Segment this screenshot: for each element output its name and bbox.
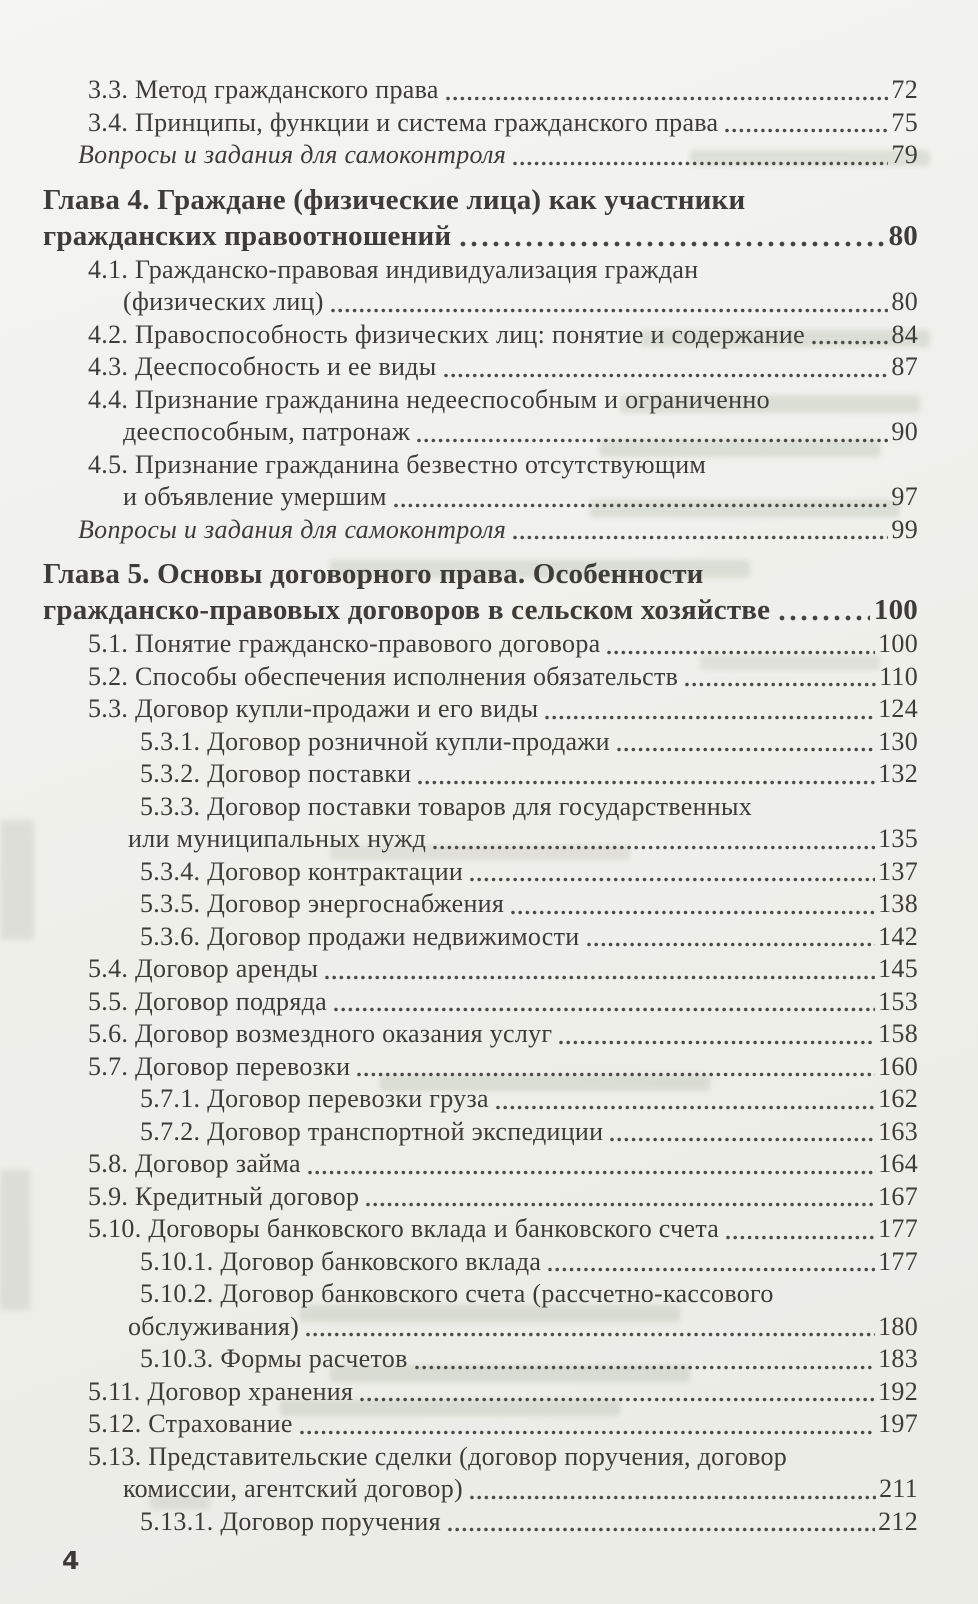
toc-entry: [140, 758, 918, 791]
toc-entry-line: [78, 139, 918, 172]
toc-entry-line: [140, 791, 918, 824]
dot-leader: [469, 876, 875, 883]
toc-entry-title: 5.3. Договор купли-продажи и его виды: [88, 694, 539, 723]
toc-entry-line: [140, 758, 918, 791]
toc-entry-page-number: 100: [873, 594, 918, 626]
dot-leader: [778, 614, 870, 622]
toc-entry-title: 5.2. Способы обеспечения исполнения обязательств: [88, 661, 679, 691]
toc-entry: [88, 74, 918, 107]
toc-entry-line: [88, 107, 918, 140]
toc-entry: [88, 384, 918, 449]
toc-entry-title: 5.3.6. Договор продажи недвижимости: [140, 921, 580, 951]
dot-leader: [305, 1331, 875, 1338]
toc-entry-line: [43, 218, 918, 254]
toc-entry-line: [88, 953, 918, 986]
toc-entry-line: [88, 74, 918, 107]
toc-entry-line: [140, 726, 918, 759]
dot-leader: [365, 1201, 875, 1208]
toc-entry-title: 5.3.5. Договор энергоснабжения: [140, 889, 505, 918]
toc-entry-line: [88, 661, 918, 694]
toc-entry: [88, 953, 918, 986]
toc-entry: [88, 693, 918, 726]
dot-leader: [724, 127, 888, 134]
toc-entry-page-number: 110: [879, 661, 918, 691]
toc-entry-title: 5.6. Договор возмездного оказания услуг: [88, 1019, 553, 1048]
toc-entry-page-number: 80: [891, 287, 918, 316]
dot-leader: [447, 1526, 875, 1533]
toc-entry-line: [140, 888, 918, 921]
toc-entry: [78, 514, 918, 547]
toc-entry-title: 5.4. Договор аренды: [88, 954, 319, 983]
dot-leader: [443, 372, 889, 379]
dot-leader: [299, 1429, 875, 1436]
toc-entry-page-number: 138: [878, 889, 918, 918]
toc-entry-page-number: 211: [879, 1474, 918, 1503]
toc-entry-title: гражданских правоотношений: [43, 219, 452, 252]
dot-leader: [606, 649, 875, 656]
toc-entry-title: (физических лиц): [123, 287, 324, 316]
toc-entry-page-number: 100: [878, 629, 918, 658]
toc-entry-line: [88, 319, 918, 352]
toc-entry-line: [88, 351, 918, 384]
toc-entry: [88, 1051, 918, 1084]
toc-entry-line: [78, 514, 918, 547]
toc-entry: [88, 628, 918, 661]
toc-entry-line: [88, 449, 918, 482]
toc-entry-page-number: 135: [878, 824, 918, 853]
toc-entry: [140, 888, 918, 921]
dot-leader: [432, 844, 875, 851]
toc-entry-title: 5.9. Кредитный договор: [88, 1181, 360, 1211]
dot-leader: [459, 240, 884, 248]
toc-entry: [140, 1343, 918, 1376]
dot-leader: [416, 437, 888, 444]
toc-entry-title: 5.12. Страхование: [88, 1409, 293, 1438]
toc-entry-title: 5.13.1. Договор поручения: [140, 1506, 441, 1536]
dot-leader: [324, 974, 875, 981]
toc-entry-page-number: 145: [878, 954, 918, 983]
toc-entry-page-number: 132: [878, 759, 918, 788]
toc-entry-line: [128, 823, 918, 856]
dot-leader: [544, 714, 875, 721]
dot-leader: [725, 1234, 875, 1241]
dot-leader: [393, 502, 889, 509]
toc-entry-line: [43, 182, 918, 218]
dot-leader: [547, 1266, 875, 1273]
dot-leader: [330, 307, 889, 314]
toc-entry-title: 5.8. Договор займа: [88, 1149, 301, 1178]
toc-entry-title: Глава 4. Граждане (физические лица) как участники: [43, 183, 746, 216]
toc-entry-title: 3.3. Метод гражданского права: [88, 75, 439, 104]
dot-leader: [414, 1364, 875, 1371]
toc-entry-line: [88, 1473, 918, 1506]
toc-entry-line: [140, 1083, 918, 1116]
toc-entry-line: [88, 1408, 918, 1441]
toc-entry: [140, 1506, 918, 1539]
toc-entry-line: [88, 416, 918, 449]
toc-entry-title: 5.10.3. Формы расчетов: [140, 1344, 408, 1373]
toc-entry-title: гражданско-правовых договоров в сельском хозяйстве: [43, 594, 771, 626]
toc-entry-line: [128, 1311, 918, 1344]
toc-entry-title: 3.4. Принципы, функции и система гражданского права: [88, 107, 719, 137]
toc-entry: [78, 139, 918, 172]
toc-entry-line: [43, 592, 918, 628]
dot-leader: [495, 1104, 875, 1111]
dot-leader: [616, 746, 875, 753]
toc-entry-page-number: 197: [878, 1409, 918, 1438]
toc-entry-page-number: 75: [891, 107, 918, 137]
toc-entry-page-number: 177: [878, 1214, 918, 1243]
toc-entry-title: 4.1. Гражданско-правовая индивидуализация граждан: [88, 254, 699, 284]
toc-entry-page-number: 162: [878, 1084, 918, 1113]
toc-entry-title: 5.3.3. Договор поставки товаров для государственных: [140, 791, 753, 821]
toc-entry-line: [88, 693, 918, 726]
toc-entry-title: и объявление умершим: [123, 482, 387, 511]
toc-entry: [88, 1148, 918, 1181]
toc-entry: [88, 1408, 918, 1441]
toc-entry-title: 5.10.1. Договор банковского вклада: [140, 1246, 542, 1276]
toc-entry: [88, 1441, 918, 1506]
toc-entry: [88, 1376, 918, 1409]
toc-entry-line: [88, 254, 918, 287]
toc-entry-page-number: 142: [878, 921, 918, 951]
toc-entry-title: 5.7. Договор перевозки: [88, 1051, 351, 1081]
toc-entry-page-number: 130: [878, 726, 918, 756]
toc-entry: [140, 856, 918, 889]
toc-entry-line: [88, 1213, 918, 1246]
toc-entry-line: [140, 1116, 918, 1149]
toc-entry-line: [88, 481, 918, 514]
toc-entry-line: [88, 384, 918, 417]
toc-entry-title: Вопросы и задания для самоконтроля: [78, 514, 507, 544]
toc-entry-line: [88, 628, 918, 661]
toc-entry-page-number: 160: [878, 1051, 918, 1081]
toc-entry-title: 5.7.2. Договор транспортной экспедиции: [140, 1116, 604, 1146]
toc-entry-page-number: 163: [878, 1116, 918, 1146]
toc-entry-page-number: 177: [878, 1246, 918, 1276]
toc-entry-line: [88, 1148, 918, 1181]
dot-leader: [586, 941, 876, 948]
toc-entry-page-number: 192: [878, 1376, 918, 1406]
toc-entry-line: [140, 856, 918, 889]
page-number-folio: 4: [62, 1546, 80, 1575]
toc-entry-title: 4.5. Признание гражданина безвестно отсутствующим: [88, 449, 707, 479]
toc-entry-title: обслуживания): [128, 1311, 300, 1341]
toc-entry-page-number: 124: [878, 694, 918, 723]
toc-entry-page-number: 167: [878, 1181, 918, 1211]
toc-entry-page-number: 80: [888, 219, 918, 252]
toc-entry: [140, 1116, 918, 1149]
toc-entry: [88, 319, 918, 352]
toc-entry-line: [140, 1506, 918, 1539]
toc-entry-page-number: 97: [891, 482, 918, 511]
dot-leader: [684, 681, 876, 688]
toc-entry: [88, 107, 918, 140]
toc-entry-title: 4.4. Признание гражданина недееспособным и ограниченно: [88, 384, 770, 414]
toc-entry-page-number: 87: [891, 352, 918, 381]
toc-chapter-entry: [43, 556, 918, 628]
toc-entry-page-number: 84: [891, 319, 918, 349]
dot-leader: [469, 1494, 876, 1501]
toc-entry-title: Глава 5. Основы договорного права. Особенности: [43, 558, 704, 590]
toc-chapter-entry: [43, 182, 918, 254]
toc-entry-page-number: 90: [891, 417, 918, 446]
toc-entry-title: Вопросы и задания для самоконтроля: [78, 140, 507, 169]
toc-entry-page-number: 79: [891, 140, 918, 169]
dot-leader: [359, 1396, 875, 1403]
toc-entry-line: [140, 921, 918, 954]
toc-entry-title: 5.3.1. Договор розничной купли-продажи: [140, 726, 610, 756]
dot-leader: [609, 1136, 875, 1143]
toc-entry-title: 4.3. Дееспособность и ее виды: [88, 352, 437, 381]
toc-entry-line: [88, 1181, 918, 1214]
toc-entry-title: 5.10. Договоры банковского вклада и банковского счета: [88, 1214, 720, 1243]
toc-entry-page-number: 212: [878, 1506, 918, 1536]
dot-leader: [512, 534, 888, 541]
toc-entry-line: [88, 1018, 918, 1051]
toc-entry-page-number: 164: [878, 1149, 918, 1178]
toc-entry: [88, 449, 918, 514]
dot-leader: [445, 95, 889, 102]
toc-entry: [88, 1181, 918, 1214]
toc-entry: [88, 986, 918, 1019]
toc-entry-title: 5.13. Представительские сделки (договор поручения, договор: [88, 1441, 788, 1471]
toc-entry-line: [140, 1343, 918, 1376]
toc-entry: [128, 1278, 918, 1343]
toc-entry: [88, 661, 918, 694]
toc-entry-title: 5.11. Договор хранения: [88, 1376, 354, 1406]
dot-leader: [333, 1006, 875, 1013]
toc-entry-title: 5.1. Понятие гражданско-правового договора: [88, 629, 601, 658]
toc-entry-line: [88, 286, 918, 319]
toc-entry-page-number: 180: [878, 1311, 918, 1341]
dot-leader: [811, 339, 888, 346]
toc-entry-title: 4.2. Правоспособность физических лиц: понятие и содержание: [88, 319, 805, 349]
toc-entry-title: 5.7.1. Договор перевозки груза: [140, 1084, 489, 1113]
toc-entry-page-number: 158: [878, 1019, 918, 1048]
toc-entry-line: [88, 1376, 918, 1409]
toc-entry-page-number: 153: [878, 986, 918, 1016]
toc-entry-title: 5.3.2. Договор поставки: [140, 759, 412, 788]
toc-entry-page-number: 137: [878, 856, 918, 886]
dot-leader: [558, 1039, 875, 1046]
dot-leader: [417, 779, 875, 786]
toc-entry: [88, 1018, 918, 1051]
toc-entry: [140, 1246, 918, 1279]
toc-entry-page-number: 72: [891, 75, 918, 104]
toc-entry-title: комиссии, агентский договор): [123, 1474, 463, 1503]
dot-leader: [307, 1169, 875, 1176]
toc-entry-title: или муниципальных нужд: [128, 824, 427, 853]
toc-entry-line: [140, 1246, 918, 1279]
toc-entry-page-number: 183: [878, 1344, 918, 1373]
toc-entry: [88, 351, 918, 384]
toc-entry: [88, 254, 918, 319]
toc-entry: [140, 1083, 918, 1116]
toc-entry-line: [88, 986, 918, 1019]
toc-entry-line: [43, 556, 918, 592]
dot-leader: [510, 909, 875, 916]
toc-entry-title: дееспособным, патронаж: [123, 417, 411, 446]
table-of-contents: [0, 74, 978, 1538]
toc-entry-title: 5.10.2. Договор банковского счета (рассчетно-кассового: [140, 1279, 774, 1308]
toc-entry-line: [88, 1051, 918, 1084]
toc-entry-line: [140, 1278, 918, 1311]
toc-entry: [128, 791, 918, 856]
toc-entry: [140, 726, 918, 759]
toc-entry-title: 5.5. Договор подряда: [88, 986, 327, 1016]
toc-entry-page-number: 99: [891, 514, 918, 544]
dot-leader: [356, 1071, 875, 1078]
toc-entry: [88, 1213, 918, 1246]
toc-entry-title: 5.3.4. Договор контрактации: [140, 856, 464, 886]
dot-leader: [512, 160, 888, 167]
toc-entry-line: [88, 1441, 918, 1474]
toc-entry: [140, 921, 918, 954]
